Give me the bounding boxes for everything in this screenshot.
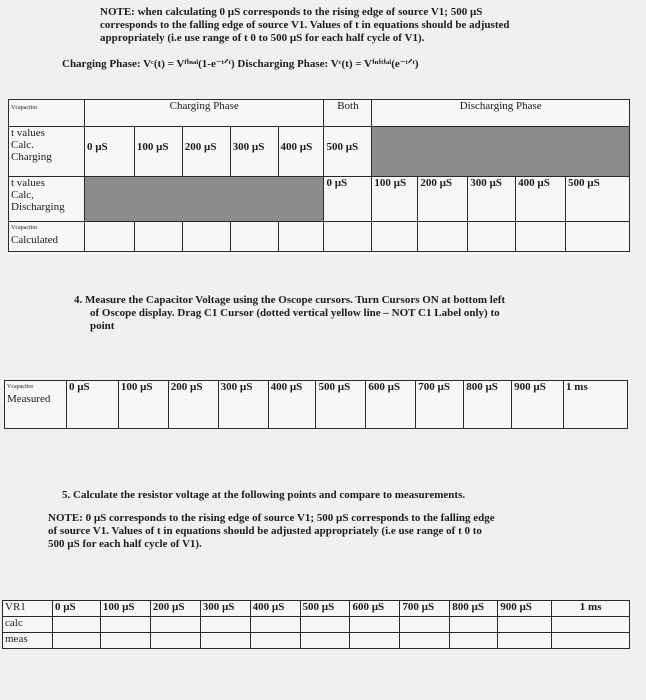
row-vcap-measured: Vcapacitor Measured bbox=[5, 381, 67, 429]
vr1-t-0: 0 µS bbox=[52, 601, 100, 617]
discharging-t-0: 100 µS bbox=[372, 177, 418, 222]
measured-table bbox=[4, 380, 628, 429]
measured-t-6: 600 µS bbox=[366, 381, 416, 429]
discharging-t-1: 200 µS bbox=[418, 177, 468, 222]
measured-t-5: 500 µS bbox=[316, 381, 366, 429]
head-vcap: Vcapacitor bbox=[9, 100, 85, 127]
measured-t-7: 700 µS bbox=[416, 381, 464, 429]
top-note-line1: NOTE: when calculating 0 µS corresponds to the rising edge of source V1; 500 µS bbox=[100, 6, 483, 18]
measured-t-0: 0 µS bbox=[66, 381, 118, 429]
calc-table bbox=[8, 99, 630, 254]
charging-shaded bbox=[372, 127, 630, 177]
vr1-meas-label: meas bbox=[3, 633, 53, 649]
row-charging-label: t values Calc. Charging bbox=[9, 127, 85, 177]
both-t: 500 µS bbox=[324, 127, 372, 177]
top-note-line3: appropriately (i.e use range of t 0 to 500 µS for each half cycle of V1). bbox=[100, 32, 425, 44]
measured-t-1: 100 µS bbox=[118, 381, 168, 429]
vr1-t-5: 500 µS bbox=[300, 601, 350, 617]
head-discharging: Discharging Phase bbox=[372, 100, 630, 127]
charging-t-4: 400 µS bbox=[278, 127, 324, 177]
discharging-shaded bbox=[84, 177, 324, 222]
vr1-t-8: 800 µS bbox=[450, 601, 498, 617]
vr1-t-9: 900 µS bbox=[498, 601, 552, 617]
vr1-t-3: 300 µS bbox=[200, 601, 250, 617]
measured-t-9: 900 µS bbox=[512, 381, 564, 429]
q5-title: 5. Calculate the resistor voltage at the following points and compare to measurements. bbox=[62, 489, 466, 501]
both-t2: 0 µS bbox=[324, 177, 372, 222]
measured-t-8: 800 µS bbox=[464, 381, 512, 429]
discharging-t-3: 400 µS bbox=[516, 177, 566, 222]
charging-t-2: 200 µS bbox=[182, 127, 230, 177]
vr1-t-1: 100 µS bbox=[100, 601, 150, 617]
head-charging: Charging Phase bbox=[84, 100, 324, 127]
row-discharging-label: t values Calc, Discharging bbox=[9, 177, 85, 222]
top-note bbox=[100, 6, 620, 45]
question-4: 4. Measure the Capacitor Voltage using the Oscope cursors. Turn Cursors ON at bottom left of Oscope display. Drag C1 Cursor (dotted vertical yellow line – NOT C1 Label only) to point bbox=[74, 294, 506, 332]
measured-t-10: 1 ms bbox=[564, 381, 628, 429]
vr1-t-6: 600 µS bbox=[350, 601, 400, 617]
discharging-t-4: 500 µS bbox=[566, 177, 630, 222]
question-5: 5. Calculate the resistor voltage at the following points and compare to measurements. NOTE: 0 µS corresponds to the rising edge of source V1; 500 µS corresponds to the falling edge of source V1. Values of t in equations should be adjusted appropriately (i.e use range of t 0 to 500 µS for each half cycle of V1). bbox=[62, 489, 592, 551]
measured-t-4: 400 µS bbox=[268, 381, 316, 429]
charging-t-1: 100 µS bbox=[134, 127, 182, 177]
charging-t-0: 0 µS bbox=[84, 127, 134, 177]
measured-t-3: 300 µS bbox=[218, 381, 268, 429]
vr1-t-7: 700 µS bbox=[400, 601, 450, 617]
vr1-t-2: 200 µS bbox=[150, 601, 200, 617]
resistor-table bbox=[2, 600, 630, 649]
vr1-t-4: 400 µS bbox=[250, 601, 300, 617]
vr1-t-10: 1 ms bbox=[552, 601, 630, 617]
vr1-calc-label: calc bbox=[3, 617, 53, 633]
top-note-line2: corresponds to the falling edge of source V1. Values of t in equations should be adjusted bbox=[100, 19, 510, 31]
row-vcap-calculated: Vcapacitor Calculated bbox=[9, 222, 85, 252]
charging-t-3: 300 µS bbox=[230, 127, 278, 177]
head-both: Both bbox=[324, 100, 372, 127]
measured-t-2: 200 µS bbox=[168, 381, 218, 429]
discharging-t-2: 300 µS bbox=[468, 177, 516, 222]
vr1-label: VR1 bbox=[3, 601, 53, 617]
phase-equation: Charging Phase: Vᶜ(t) = Vᶠⁱⁿᵃˡ(1-e⁻ᵗᐟᵗ) Discharging Phase: Vᶜ(t) = Vⁱⁿⁱᵗⁱᵃˡ(e⁻ᵗᐟᵗ) bbox=[62, 58, 419, 70]
